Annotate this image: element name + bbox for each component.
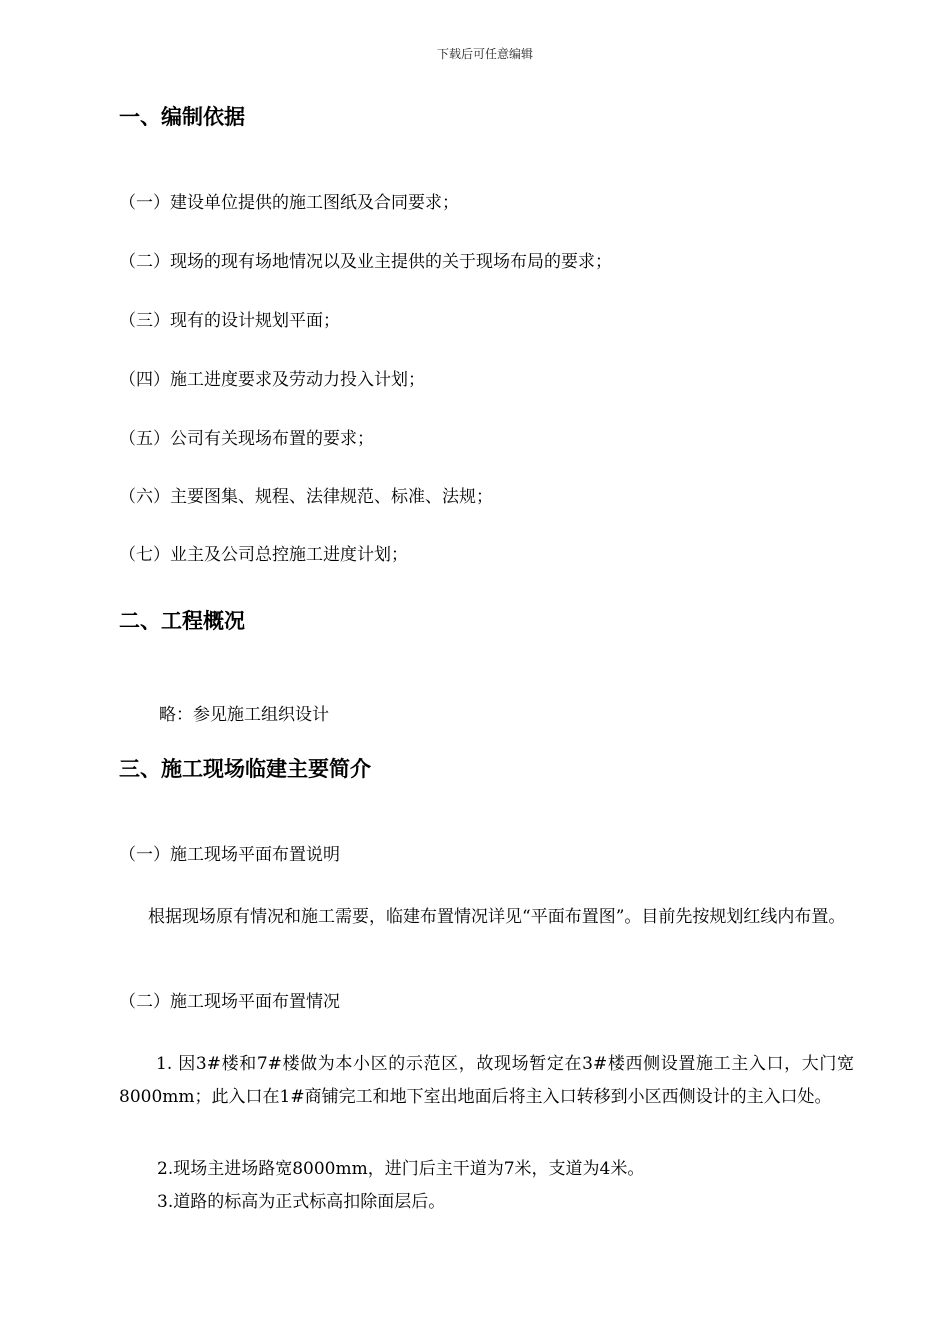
section3-sub2-title: （二）施工现场平面布置情况 [119,992,340,1012]
section3-sub2-point-2: 2.现场主进场路宽8000mm，进门后主干道为7米，支道为4米。 [157,1159,645,1179]
section3-sub1-body: 根据现场原有情况和施工需要，临建布置情况详见“平面布置图”。目前先按规划红线内布置。 [148,907,846,927]
section3-title: 三、施工现场临建主要简介 [119,757,371,781]
section1-item-7: （七）业主及公司总控施工进度计划； [119,545,408,565]
section3-sub2-point-3: 3.道路的标高为正式标高扣除面层后。 [157,1192,446,1212]
section3-sub2-point-1: 1. 因3#楼和7#楼做为本小区的示范区，故现场暂定在3#楼西侧设置施工主入口，大门宽8000mm；此入口在1#商铺完工和地下室出地面后将主入口转移到小区西侧设计的主入口处。 [119,1054,854,1107]
section1-item-5: （五）公司有关现场布置的要求； [119,429,374,449]
section2-title: 二、工程概况 [119,609,245,633]
header-note: 下载后可任意编辑 [436,47,533,61]
section1-item-3: （三）现有的设计规划平面； [119,311,340,331]
section1-item-4: （四）施工进度要求及劳动力投入计划； [119,370,425,390]
section1-item-1: （一）建设单位提供的施工图纸及合同要求； [119,193,459,213]
section3-sub1-title: （一）施工现场平面布置说明 [119,845,340,865]
section1-item-6: （六）主要图集、规程、法律规范、标准、法规； [119,487,493,507]
section1-title: 一、编制依据 [119,105,245,129]
section2-body: 略：参见施工组织设计 [159,705,329,725]
section1-item-2: （二）现场的现有场地情况以及业主提供的关于现场布局的要求； [119,252,612,272]
